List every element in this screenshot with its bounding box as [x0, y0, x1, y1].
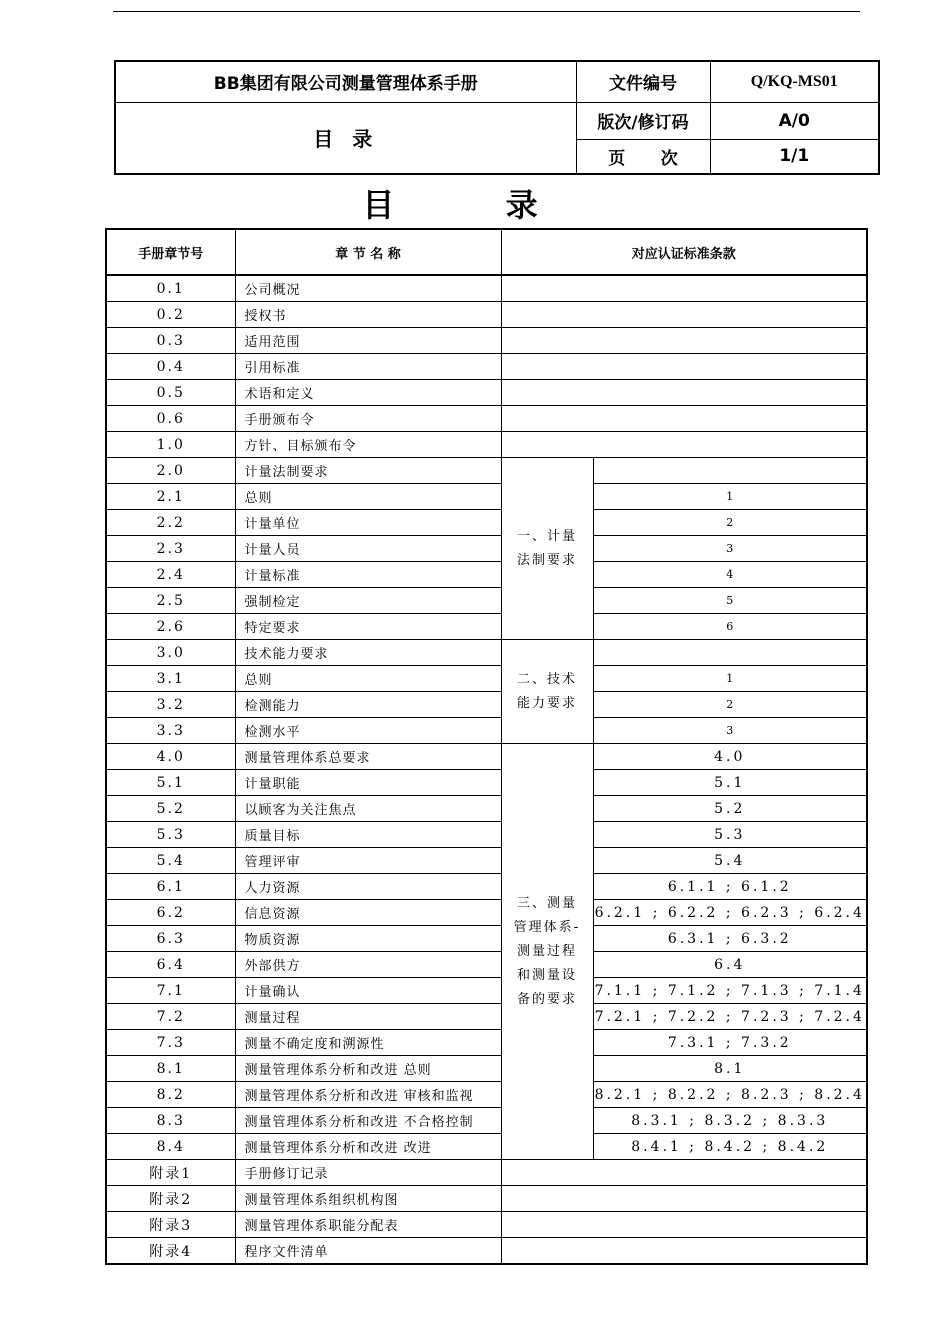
- chapter-number: 1.0: [106, 432, 235, 458]
- table-row: [106, 744, 867, 770]
- chapter-number: 6.4: [106, 952, 235, 978]
- clause-cell: [501, 1212, 867, 1238]
- clause-cell: [501, 1186, 867, 1212]
- table-row: [106, 1004, 867, 1030]
- document-header-table: [114, 60, 880, 175]
- chapter-number: 6.3: [106, 926, 235, 952]
- chapter-name: 管理评审: [235, 848, 501, 874]
- chapter-name: 人力资源: [235, 874, 501, 900]
- standard-clause: 8.3.1 ; 8.3.2 ; 8.3.3: [593, 1108, 867, 1134]
- chapter-name: 术语和定义: [235, 380, 501, 406]
- chapter-name: 外部供方: [235, 952, 501, 978]
- clause-cell: [501, 354, 867, 380]
- chapter-number: 5.2: [106, 796, 235, 822]
- table-row: [106, 796, 867, 822]
- requirement-group-label: 一、计量法制要求: [501, 458, 593, 640]
- chapter-name: 总则: [235, 666, 501, 692]
- chapter-name: 测量不确定度和溯源性: [235, 1030, 501, 1056]
- appendix-number: 附录2: [106, 1186, 235, 1212]
- chapter-number: 2.4: [106, 562, 235, 588]
- table-row: [106, 536, 867, 562]
- standard-clause: 5.1: [593, 770, 867, 796]
- chapter-name: 计量单位: [235, 510, 501, 536]
- clause-cell: [501, 432, 867, 458]
- page-label: 页 次: [576, 139, 710, 174]
- appendix-name: 测量管理体系组织机构图: [235, 1186, 501, 1212]
- chapter-name: 计量法制要求: [235, 458, 501, 484]
- chapter-number: 6.1: [106, 874, 235, 900]
- table-row: [106, 640, 867, 666]
- table-row: [106, 978, 867, 1004]
- chapter-number: 0.4: [106, 354, 235, 380]
- chapter-name: 强制检定: [235, 588, 501, 614]
- chapter-number: 2.1: [106, 484, 235, 510]
- standard-clause: 1: [593, 484, 867, 510]
- chapter-number: 2.3: [106, 536, 235, 562]
- chapter-number: 5.3: [106, 822, 235, 848]
- clause-cell: [501, 1160, 867, 1186]
- chapter-name: 检测水平: [235, 718, 501, 744]
- appendix-name: 程序文件清单: [235, 1238, 501, 1265]
- chapter-number: 0.1: [106, 275, 235, 302]
- table-row: [106, 562, 867, 588]
- page-title: 目 录: [362, 186, 588, 224]
- table-row: [106, 1082, 867, 1108]
- column-header-chapter-no: 手册章节号: [106, 229, 235, 275]
- table-row: [106, 458, 867, 484]
- table-row: [106, 1212, 867, 1238]
- table-row: [106, 692, 867, 718]
- chapter-name: 测量管理体系分析和改进 总则: [235, 1056, 501, 1082]
- table-row: [106, 1056, 867, 1082]
- standard-clause: 6.1.1 ; 6.1.2: [593, 874, 867, 900]
- table-row: [106, 406, 867, 432]
- standard-clause: 6.3.1 ; 6.3.2: [593, 926, 867, 952]
- table-row: [106, 1186, 867, 1212]
- chapter-number: 7.1: [106, 978, 235, 1004]
- chapter-name: 总则: [235, 484, 501, 510]
- chapter-name: 测量过程: [235, 1004, 501, 1030]
- standard-clause: 1: [593, 666, 867, 692]
- standard-clause: 5.4: [593, 848, 867, 874]
- chapter-name: 测量管理体系总要求: [235, 744, 501, 770]
- table-row: [106, 510, 867, 536]
- standard-clause: 7.2.1 ; 7.2.2 ; 7.2.3 ; 7.2.4: [593, 1004, 867, 1030]
- table-row: [106, 328, 867, 354]
- standard-clause: 5.3: [593, 822, 867, 848]
- chapter-name: 授权书: [235, 302, 501, 328]
- version-label: 版次/修订码: [576, 102, 710, 139]
- standard-clause: 6.4: [593, 952, 867, 978]
- table-row: [106, 614, 867, 640]
- table-row: [106, 848, 867, 874]
- standard-clause: 5.2: [593, 796, 867, 822]
- clause-cell: [501, 406, 867, 432]
- table-header-row: [106, 229, 867, 275]
- chapter-number: 8.4: [106, 1134, 235, 1160]
- requirement-group-label: 二、技术能力要求: [501, 640, 593, 744]
- chapter-name: 特定要求: [235, 614, 501, 640]
- chapter-name: 以顾客为关注焦点: [235, 796, 501, 822]
- chapter-number: 8.3: [106, 1108, 235, 1134]
- chapter-name: 技术能力要求: [235, 640, 501, 666]
- table-row: [106, 275, 867, 302]
- chapter-name: 物质资源: [235, 926, 501, 952]
- chapter-name: 手册颁布令: [235, 406, 501, 432]
- table-row: [106, 1238, 867, 1265]
- standard-clause: 8.2.1 ; 8.2.2 ; 8.2.3 ; 8.2.4: [593, 1082, 867, 1108]
- chapter-name: 引用标准: [235, 354, 501, 380]
- requirement-group-label: 三、测量管理体系-测量过程和测量设备的要求: [501, 744, 593, 1160]
- chapter-name: 计量人员: [235, 536, 501, 562]
- table-row: [106, 1160, 867, 1186]
- standard-clause: 2: [593, 692, 867, 718]
- table-row: [106, 380, 867, 406]
- clause-cell: [501, 1238, 867, 1265]
- appendix-name: 手册修订记录: [235, 1160, 501, 1186]
- chapter-number: 2.5: [106, 588, 235, 614]
- chapter-number: 0.5: [106, 380, 235, 406]
- table-row: [106, 588, 867, 614]
- standard-clause: 2: [593, 510, 867, 536]
- chapter-name: 计量确认: [235, 978, 501, 1004]
- standard-clause: 5: [593, 588, 867, 614]
- standard-clause: [593, 640, 867, 666]
- chapter-number: 2.0: [106, 458, 235, 484]
- standard-clause: 4: [593, 562, 867, 588]
- column-header-clause: 对应认证标准条款: [501, 229, 867, 275]
- chapter-number: 7.3: [106, 1030, 235, 1056]
- chapter-number: 0.6: [106, 406, 235, 432]
- chapter-number: 8.1: [106, 1056, 235, 1082]
- company-title: BB集团有限公司测量管理体系手册: [115, 61, 576, 102]
- standard-clause: 7.3.1 ; 7.3.2: [593, 1030, 867, 1056]
- standard-clause: 3: [593, 718, 867, 744]
- appendix-number: 附录1: [106, 1160, 235, 1186]
- section-title: 目 录: [115, 102, 576, 174]
- doc-no-label: 文件编号: [576, 61, 710, 102]
- chapter-name: 适用范围: [235, 328, 501, 354]
- chapter-number: 3.2: [106, 692, 235, 718]
- chapter-number: 0.2: [106, 302, 235, 328]
- chapter-name: 计量职能: [235, 770, 501, 796]
- chapter-name: 测量管理体系分析和改进 改进: [235, 1134, 501, 1160]
- standard-clause: 6: [593, 614, 867, 640]
- table-row: [106, 874, 867, 900]
- version-value: A/0: [710, 102, 879, 139]
- chapter-number: 2.2: [106, 510, 235, 536]
- chapter-name: 测量管理体系分析和改进 审核和监视: [235, 1082, 501, 1108]
- table-row: [106, 952, 867, 978]
- standard-clause: 8.1: [593, 1056, 867, 1082]
- table-row: [106, 770, 867, 796]
- chapter-name: 质量目标: [235, 822, 501, 848]
- table-row: [106, 484, 867, 510]
- chapter-number: 7.2: [106, 1004, 235, 1030]
- chapter-number: 3.1: [106, 666, 235, 692]
- standard-clause: [593, 458, 867, 484]
- table-row: [106, 354, 867, 380]
- doc-no-value: Q/KQ-MS01: [710, 61, 879, 102]
- page-value: 1/1: [710, 139, 879, 174]
- table-row: [106, 432, 867, 458]
- table-row: [106, 1030, 867, 1056]
- chapter-name: 方针、目标颁布令: [235, 432, 501, 458]
- appendix-number: 附录3: [106, 1212, 235, 1238]
- standard-clause: 4.0: [593, 744, 867, 770]
- standard-clause: 3: [593, 536, 867, 562]
- chapter-number: 0.3: [106, 328, 235, 354]
- appendix-name: 测量管理体系职能分配表: [235, 1212, 501, 1238]
- chapter-name: 公司概况: [235, 275, 501, 302]
- chapter-number: 4.0: [106, 744, 235, 770]
- chapter-name: 检测能力: [235, 692, 501, 718]
- chapter-number: 3.3: [106, 718, 235, 744]
- chapter-number: 3.0: [106, 640, 235, 666]
- chapter-number: 5.4: [106, 848, 235, 874]
- chapter-number: 5.1: [106, 770, 235, 796]
- table-row: [106, 718, 867, 744]
- top-rule: [113, 11, 860, 12]
- chapter-number: 6.2: [106, 900, 235, 926]
- table-row: [106, 666, 867, 692]
- table-row: [106, 926, 867, 952]
- standard-clause: 7.1.1 ; 7.1.2 ; 7.1.3 ; 7.1.4: [593, 978, 867, 1004]
- clause-cell: [501, 302, 867, 328]
- table-row: [106, 1134, 867, 1160]
- chapter-name: 测量管理体系分析和改进 不合格控制: [235, 1108, 501, 1134]
- column-header-chapter-name: 章 节 名 称: [235, 229, 501, 275]
- chapter-name: 计量标准: [235, 562, 501, 588]
- chapter-name: 信息资源: [235, 900, 501, 926]
- clause-cell: [501, 328, 867, 354]
- table-row: [106, 1108, 867, 1134]
- clause-cell: [501, 380, 867, 406]
- chapter-number: 8.2: [106, 1082, 235, 1108]
- clause-cell: [501, 275, 867, 302]
- standard-clause: 8.4.1 ; 8.4.2 ; 8.4.2: [593, 1134, 867, 1160]
- chapter-number: 2.6: [106, 614, 235, 640]
- appendix-number: 附录4: [106, 1238, 235, 1265]
- table-row: [106, 302, 867, 328]
- table-row: [106, 822, 867, 848]
- table-row: [106, 900, 867, 926]
- standard-clause: 6.2.1 ; 6.2.2 ; 6.2.3 ; 6.2.4: [593, 900, 867, 926]
- contents-table: [105, 228, 868, 1265]
